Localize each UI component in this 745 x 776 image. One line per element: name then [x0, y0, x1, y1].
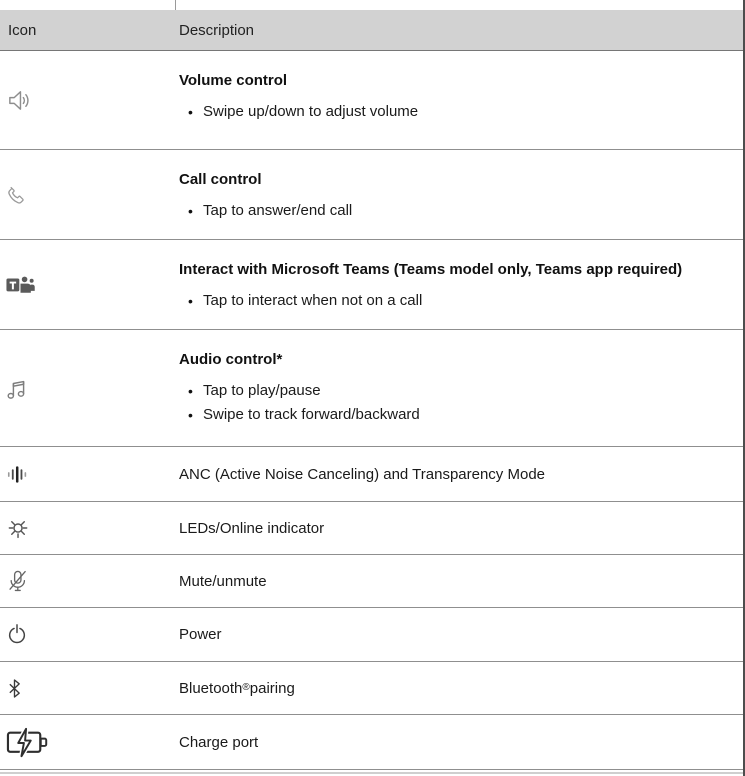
row-description-cell	[175, 502, 743, 554]
table-header-row	[0, 10, 743, 51]
table-row	[0, 51, 743, 150]
bottom-margin	[0, 770, 743, 776]
row-icon-cell	[0, 447, 175, 501]
table-row	[0, 447, 743, 502]
row-description-cell	[175, 240, 743, 329]
table-row	[0, 502, 743, 555]
column-divider-tick	[175, 0, 176, 10]
row-text: Charge port	[179, 733, 259, 751]
bullet-dot: •	[188, 203, 193, 219]
bullet-text: Swipe to track forward/backward	[203, 406, 420, 423]
row-text: ANC (Active Noise Canceling) and Transparency Mode	[179, 465, 545, 483]
row-icon-cell	[0, 555, 175, 607]
row-description-cell	[175, 51, 743, 149]
table-row	[0, 330, 743, 447]
row-icon-cell	[0, 330, 175, 446]
header-description-column: Description	[179, 21, 255, 39]
phone-icon	[6, 184, 28, 206]
bullet-text: Tap to play/pause	[203, 382, 321, 399]
bullet-text: Swipe up/down to adjust volume	[203, 103, 419, 120]
anc-waveform-icon	[6, 464, 29, 485]
row-description-cell	[175, 330, 743, 446]
row-description-cell	[175, 715, 743, 769]
row-title: Volume control	[179, 72, 288, 89]
music-notes-icon	[6, 376, 31, 401]
table-row	[0, 715, 743, 770]
bullet-list	[179, 379, 733, 427]
row-text: Mute/unmute	[179, 572, 267, 590]
bullet-list	[179, 289, 733, 313]
bullet-list	[179, 100, 733, 124]
led-indicator-icon	[6, 516, 31, 541]
bullet-item	[179, 403, 733, 427]
volume-icon	[6, 87, 33, 114]
row-icon-cell	[0, 715, 175, 769]
bullet-text: Tap to interact when not on a call	[203, 292, 423, 309]
bullet-item	[179, 289, 733, 313]
row-title: Interact with Microsoft Teams (Teams model only, Teams app required)	[179, 261, 683, 278]
table-row	[0, 555, 743, 608]
top-margin	[0, 0, 743, 10]
bullet-item	[179, 199, 733, 223]
header-icon-column: Icon	[8, 21, 37, 39]
row-icon-cell	[0, 608, 175, 661]
row-icon-cell	[0, 662, 175, 714]
bullet-dot: •	[188, 293, 193, 309]
row-icon-cell	[0, 240, 175, 329]
row-text-suffix: pairing	[249, 679, 295, 697]
table-row	[0, 662, 743, 715]
power-icon	[6, 622, 28, 647]
row-description-cell	[175, 555, 743, 607]
bullet-dot: •	[188, 383, 193, 399]
row-description-cell	[175, 447, 743, 501]
row-description-cell	[175, 608, 743, 661]
charge-port-icon	[6, 727, 52, 758]
row-icon-cell	[0, 502, 175, 554]
table-row	[0, 150, 743, 240]
bullet-dot: •	[188, 104, 193, 120]
row-icon-cell	[0, 51, 175, 149]
bullet-dot: •	[188, 407, 193, 423]
bullet-item	[179, 100, 733, 124]
teams-icon	[6, 273, 35, 297]
bullet-list	[179, 199, 733, 223]
row-title: Call control	[179, 171, 262, 188]
bottom-faint-line	[0, 772, 743, 774]
bullet-item	[179, 379, 733, 403]
row-icon-cell	[0, 150, 175, 239]
bullet-text: Tap to answer/end call	[203, 202, 353, 219]
table-row	[0, 240, 743, 330]
row-text: Power	[179, 626, 222, 643]
mute-microphone-icon	[6, 568, 29, 594]
row-text: LEDs/Online indicator	[179, 519, 325, 537]
table-row	[0, 608, 743, 662]
row-description-cell: Bluetooth ® pairing	[179, 679, 295, 697]
row-description-cell	[175, 150, 743, 239]
bluetooth-icon	[6, 676, 23, 701]
row-text-prefix: Bluetooth	[179, 679, 243, 697]
row-title: Audio control*	[179, 351, 283, 368]
